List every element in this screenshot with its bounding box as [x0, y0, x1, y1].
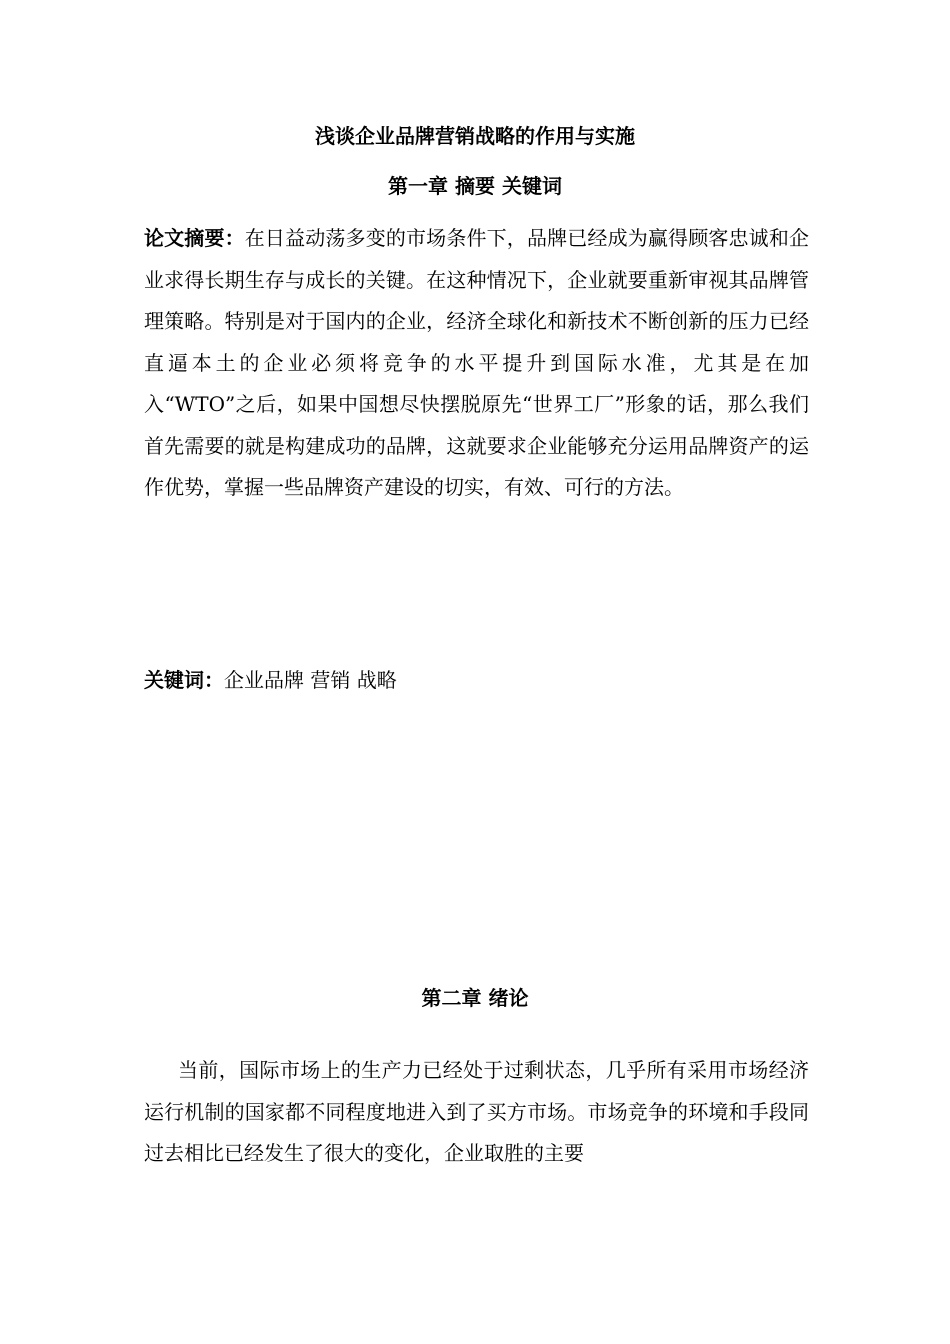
- keywords-label: 关键词：: [144, 668, 224, 692]
- chapter-1-heading: 第一章 摘要 关键词: [388, 174, 562, 198]
- introduction-paragraph: 当前，国际市场上的生产力已经处于过剩状态，几乎所有采用市场经济运行机制的国家都不同程度地进入到了买方市场。市场竞争的环境和手段同过去相比已经发生了很大的变化，企业取胜的主要: [144, 1058, 809, 1165]
- abstract-label: 论文摘要：: [144, 226, 245, 250]
- keywords-paragraph: [144, 660, 809, 702]
- document-title: 浅谈企业品牌营销战略的作用与实施: [315, 124, 635, 148]
- keywords-text: 企业品牌 营销 战略: [224, 668, 397, 692]
- abstract-paragraph: [144, 218, 809, 509]
- chapter-2-heading: 第二章 绪论: [421, 986, 529, 1010]
- abstract-text: 在日益动荡多变的市场条件下，品牌已经成为赢得顾客忠诚和企业求得长期生存与成长的关键。在这种情况下，企业就要重新审视其品牌管理策略。特别是对于国内的企业，经济全球化和新技术不断创新的压力已经直逼本土的企业必须将竞争的水平提升到国际水准，尤其是在加入“WTO”之后，如果中国想尽快摆脱原先“世界工厂”形象的话，那么我们首先需要的就是构建成功的品牌，这就要求企业能够充分运用品牌资产的运作优势，掌握一些品牌资产建设的切实，有效、可行的方法。: [144, 226, 809, 499]
